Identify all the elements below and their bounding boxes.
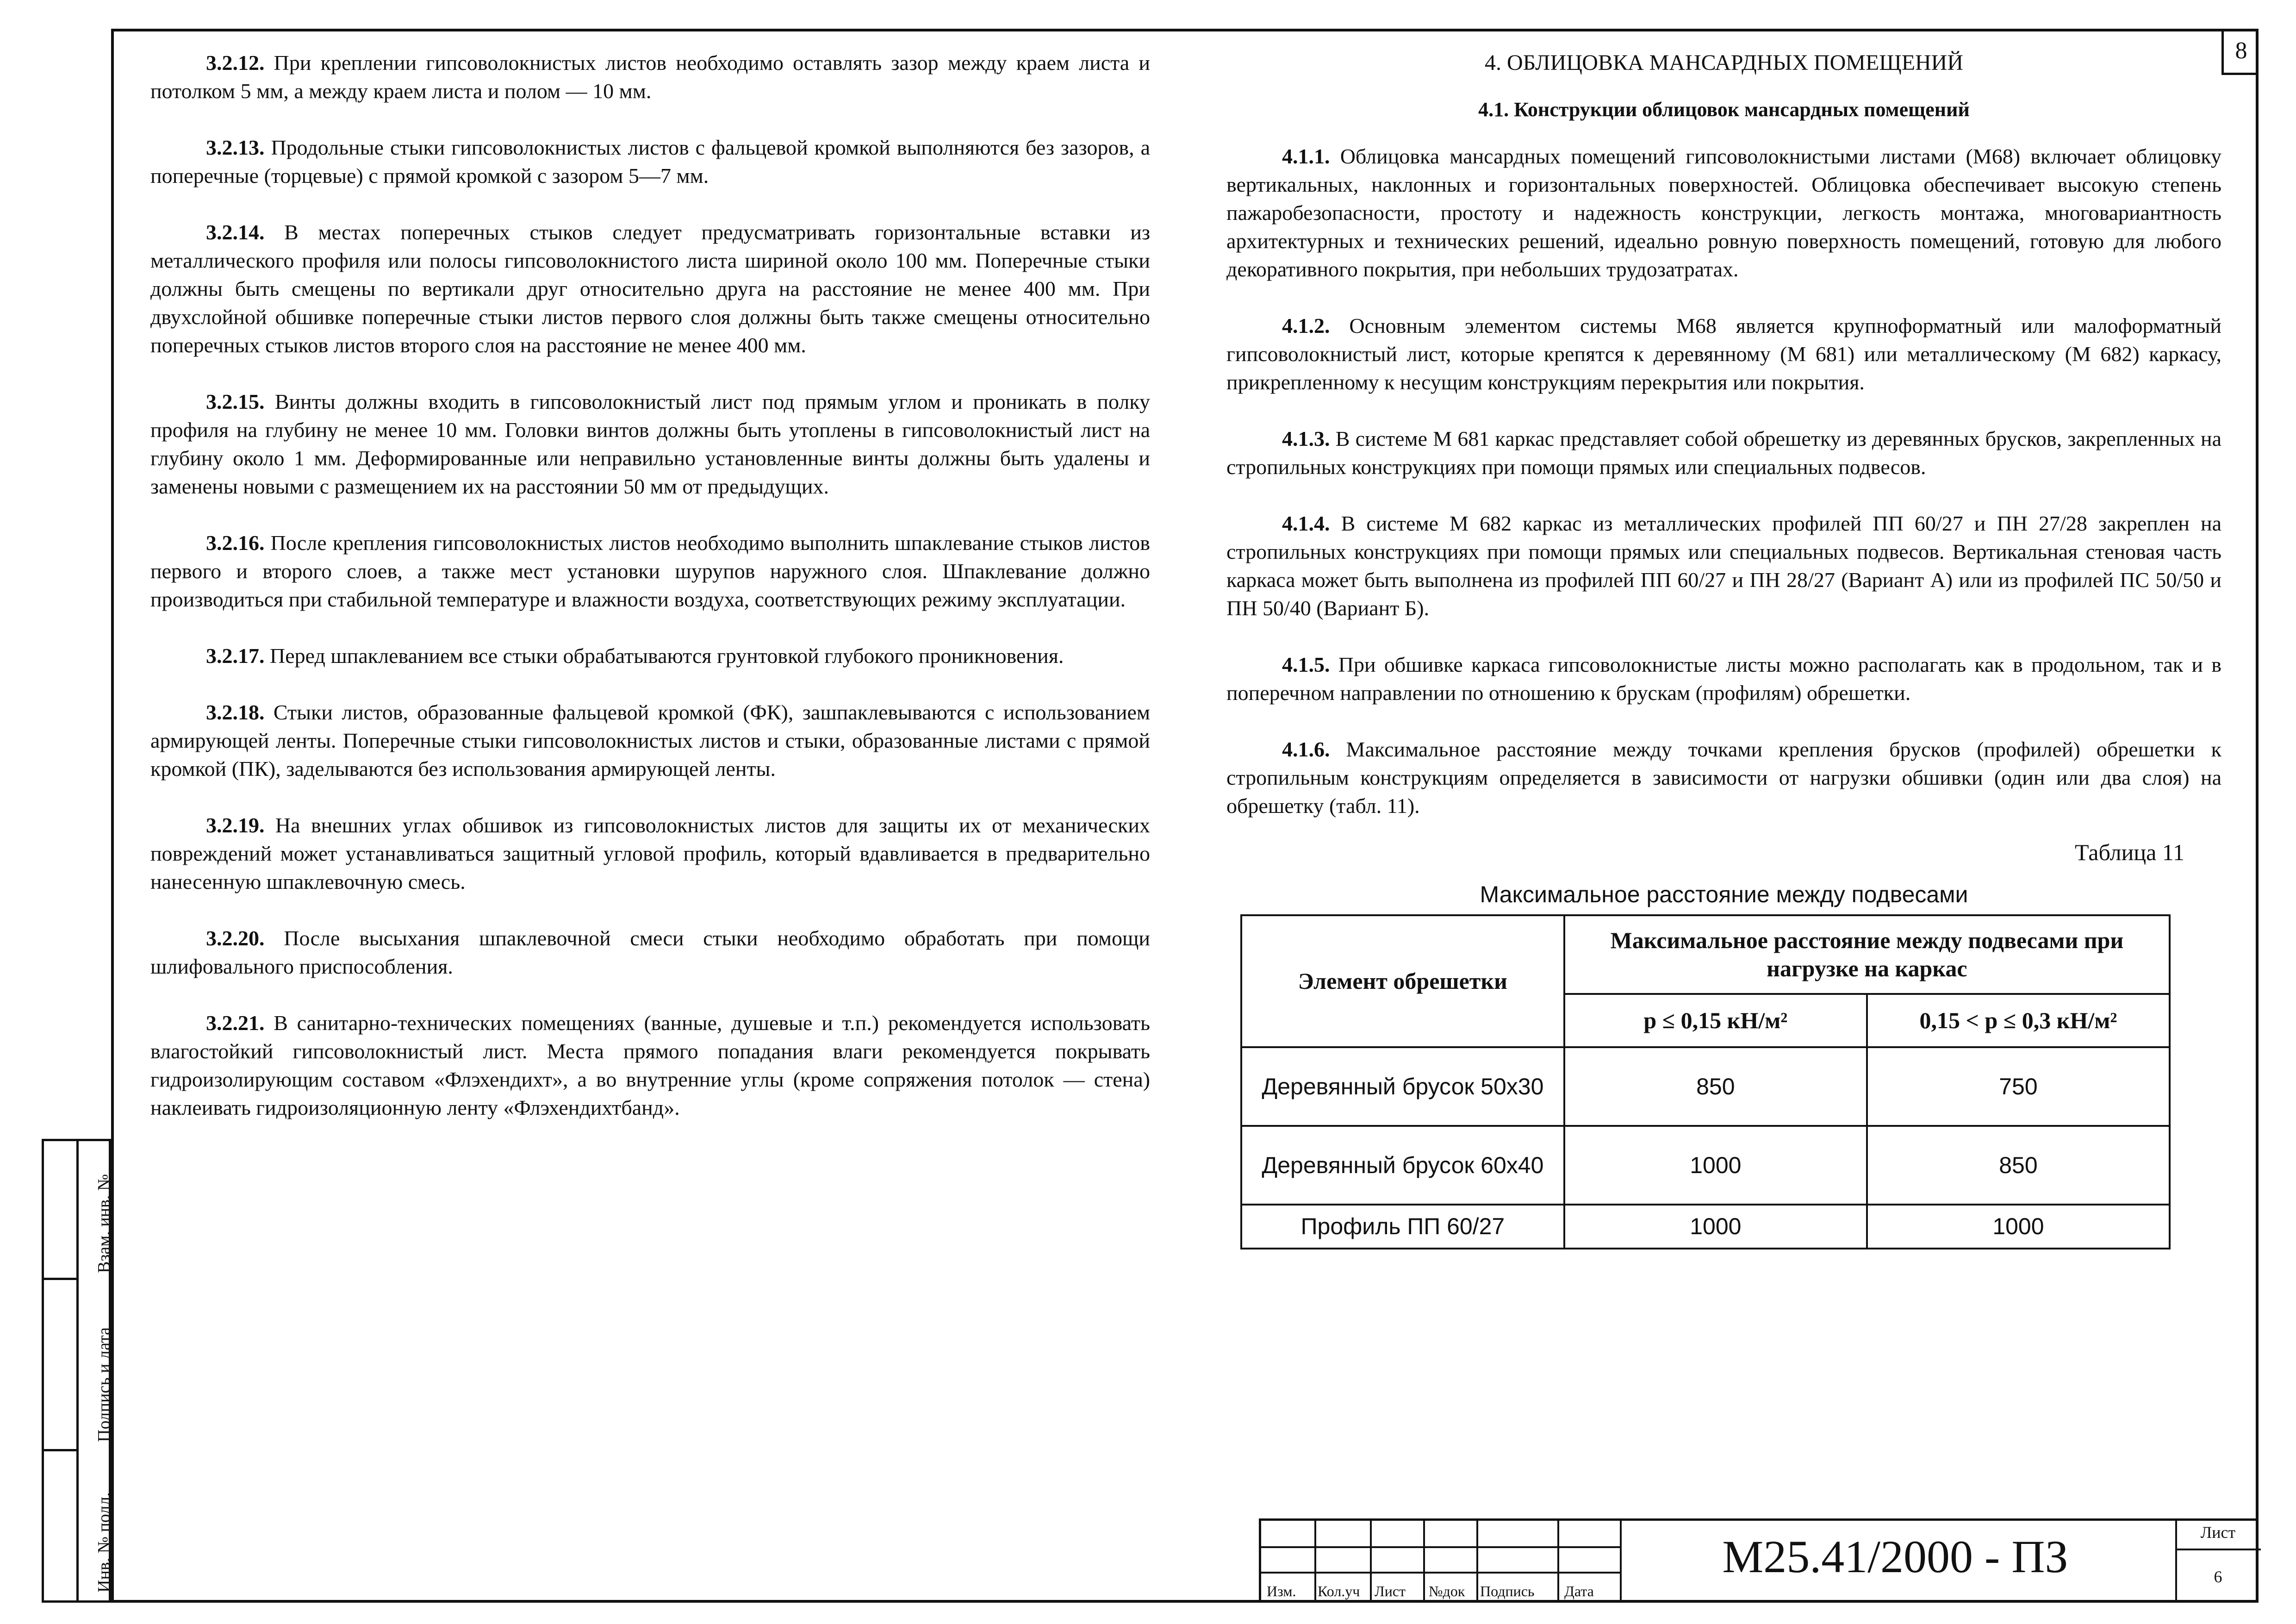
side-stamp-inv: Инв. № подл. (94, 1492, 114, 1593)
title-block-line (1620, 1521, 1622, 1603)
paragraph-3-2-12: 3.2.12. При креплении гипсоволокнистых листов необходимо оставлять зазор между краем листа и потолком 5 мм, а между краем листа и полом — 10 мм. (150, 51, 1150, 103)
document-code: М25.41/2000 - ПЗ (1722, 1531, 2068, 1582)
table-title: Максимальное расстояние между подвесами (1480, 881, 1968, 907)
paragraph-4-1-3: 4.1.3. В системе М 681 каркас представляет собой обрешетку из деревянных брусков, закрепленных на стропильных конструкциях при помощи прямых или специальных подвесов. (1226, 427, 2222, 479)
paragraph-3-2-14: 3.2.14. В местах поперечных стыков следует предусматривать горизонтальные вставки из металлического профиля или полосы гипсоволокнистого листа шириной около 100 мм. Поперечные стыки должны быть смещены по вертикали друг относительно друга на расстояние не менее 400 мм. При двухслойной обшивке поперечные стыки листов первого слоя должны быть также смещены относительно поперечных стыков листов второго слоя на расстояние не менее 400 мм. (150, 220, 1151, 357)
row-value-2: 850 (1867, 1126, 2170, 1205)
sheet-label: Лист (2200, 1523, 2236, 1542)
table-row (1241, 1205, 2170, 1249)
paragraph-4-1-2: 4.1.2. Основным элементом системы М68 является крупноформатный или малоформатный гипсоволокнистый лист, которые крепятся к деревянному (М 681) или металлическому (М 682) каркасу, прикрепленному к несущим конструкциям перекрытия или покрытия. (1226, 314, 2221, 394)
paragraph-3-2-17: 3.2.17. Перед шпаклеванием все стыки обрабатываются грунтовкой глубокого проникновения. (206, 644, 1064, 668)
side-stamp-podpis: Подпись и дата (94, 1327, 114, 1442)
tb-koluch: Кол.уч (1318, 1583, 1360, 1599)
title-block-line (1423, 1521, 1425, 1603)
left-column (150, 49, 1150, 1150)
title-block-line (2175, 1521, 2177, 1603)
title-block-line (1314, 1521, 1316, 1603)
paragraph-3-2-20: 3.2.20. После высыхания шпаклевочной смеси стыки необходимо обработать при помощи шлифовального приспособления. (150, 926, 1150, 978)
right-column (1226, 49, 2221, 1249)
title-block-line (2175, 1549, 2261, 1550)
row-element: Профиль ПП 60/27 (1241, 1205, 1564, 1249)
title-block-line (1476, 1521, 1478, 1603)
row-element: Деревянный брусок 60х40 (1241, 1126, 1564, 1205)
side-stamp (42, 1139, 114, 1603)
side-stamp-cell-podpis (44, 1280, 79, 1451)
title-block-line (1370, 1521, 1372, 1603)
paragraph-4-1-4: 4.1.4. В системе М 682 каркас из металлических профилей ПП 60/27 и ПН 27/28 закреплен на стропильных конструкциях при помощи прямых или специальных подвесов. Вертикальная стеновая часть каркаса может быть выполнена из профилей ПП 60/27 и ПН 28/27 (Вариант А) или из профилей ПС 50/50 и ПН 50/40 (Вариант Б). (1226, 512, 2222, 620)
table-label: Таблица 11 (2075, 839, 2184, 865)
paragraph-3-2-16: 3.2.16. После крепления гипсоволокнистых листов необходимо выполнить шпаклевание стыков листов первого и второго слоев, а также мест установки шурупов наружного слоя. Шпаклевание должно производиться при стабильной температуре и влажности воздуха, соответствующих режиму эксплуатации. (150, 531, 1151, 611)
row-element: Деревянный брусок 50х30 (1241, 1047, 1564, 1126)
paragraph-3-2-15: 3.2.15. Винты должны входить в гипсоволокнистый лист под прямым углом и проникать в полку профиля на глубину не менее 10 мм. Головки винтов должны быть утоплены в гипсоволокнистый лист на глубину около 1 мм. Деформированные или неправильно установленные винты должны быть удалены и заменены новыми с размещением их на расстоянии 50 мм от предыдущих. (150, 390, 1150, 498)
row-value-1: 1000 (1564, 1205, 1867, 1249)
tb-podpis: Подпись (1480, 1583, 1535, 1599)
header-load-1: p ≤ 0,15 кН/м² (1564, 994, 1867, 1047)
paragraph-3-2-21: 3.2.21. В санитарно-технических помещениях (ванные, душевые и т.п.) рекомендуется использовать влагостойкий гипсоволокнистый лист. Места прямого попадания влаги рекомендуется покрывать гидроизолирующим составом «Флэхендихт», а во внутренние углы (кроме сопряжения потолок — стена) наклеивать гидроизоляционную ленту «Флэхендихтбанд». (150, 1011, 1150, 1119)
side-stamp-cell-vzam (44, 1141, 79, 1280)
row-value-1: 1000 (1564, 1126, 1867, 1205)
title-block (1259, 1518, 2259, 1603)
table-11 (1240, 914, 2171, 1249)
table-row (1241, 1126, 2170, 1205)
paragraph-3-2-13: 3.2.13. Продольные стыки гипсоволокнистых листов с фальцевой кромкой выполняются без зазоров, а поперечные (торцевые) с прямой кромкой с зазором 5—7 мм. (150, 136, 1150, 187)
paragraph-3-2-18: 3.2.18. Стыки листов, образованные фальцевой кромкой (ФК), зашпаклевываются с использованием армирующей ленты. Поперечные стыки гипсоволокнистых листов и стыки, образованные листами с прямой кромкой (ПК), заделываются без использования армирующей ленты. (150, 700, 1151, 781)
row-value-2: 750 (1867, 1047, 2170, 1126)
title-block-line (1557, 1521, 1559, 1603)
paragraph-4-1-5: 4.1.5. При обшивке каркаса гипсоволокнистые листы можно располагать как в продольном, так и в поперечном направлении по отношению к брускам (профилям) обрешетки. (1226, 653, 2221, 705)
header-group: Максимальное расстояние между подвесами при нагрузке на каркас (1564, 915, 2170, 994)
header-load-2: 0,15 < p ≤ 0,3 кН/м² (1867, 994, 2170, 1047)
section-title: 4. ОБЛИЦОВКА МАНСАРДНЫХ ПОМЕЩЕНИЙ (1484, 50, 1963, 75)
header-element: Элемент обрешетки (1241, 915, 1564, 1047)
paragraph-4-1-6: 4.1.6. Максимальное расстояние между точками крепления брусков (профилей) обрешетки к стропильным конструкциям определяется в зависимости от нагрузки обшивки (один или два слоя) на обрешетку (табл. 11). (1226, 737, 2222, 818)
paragraph-3-2-19: 3.2.19. На внешних углах обшивок из гипсоволокнистых листов для защиты их от механических повреждений может устанавливаться защитный угловой профиль, который вдавливается в предварительно нанесенную шпаклевочную смесь. (150, 813, 1151, 893)
tb-list: Лист (1375, 1583, 1406, 1599)
tb-ndok: №док (1429, 1583, 1465, 1599)
paragraph-4-1-1: 4.1.1. Облицовка мансардных помещений гипсоволокнистыми листами (М68) включает облицовку вертикальных, наклонных и горизонтальных поверхностей. Облицовка обеспечивает высокую степень пажаробезопасности, простоту и надежность конструкции, легкость монтажа, многовариантность архитектурных и технических решений, идеально ровную поверхность помещений, готовую для любого декоративного покрытия, при небольших трудозатратах. (1226, 144, 2221, 281)
sheet-number: 6 (2214, 1568, 2222, 1586)
tb-izm: Изм. (1267, 1583, 1296, 1599)
row-value-2: 1000 (1867, 1205, 2170, 1249)
table-row (1241, 1047, 2170, 1126)
subsection-title: 4.1. Конструкции облицовок мансардных помещений (1478, 98, 1970, 121)
row-value-1: 850 (1564, 1047, 1867, 1126)
page-number: 8 (2221, 29, 2259, 75)
tb-data: Дата (1564, 1583, 1594, 1599)
side-stamp-vzam: Взам. инв. № (94, 1174, 114, 1273)
